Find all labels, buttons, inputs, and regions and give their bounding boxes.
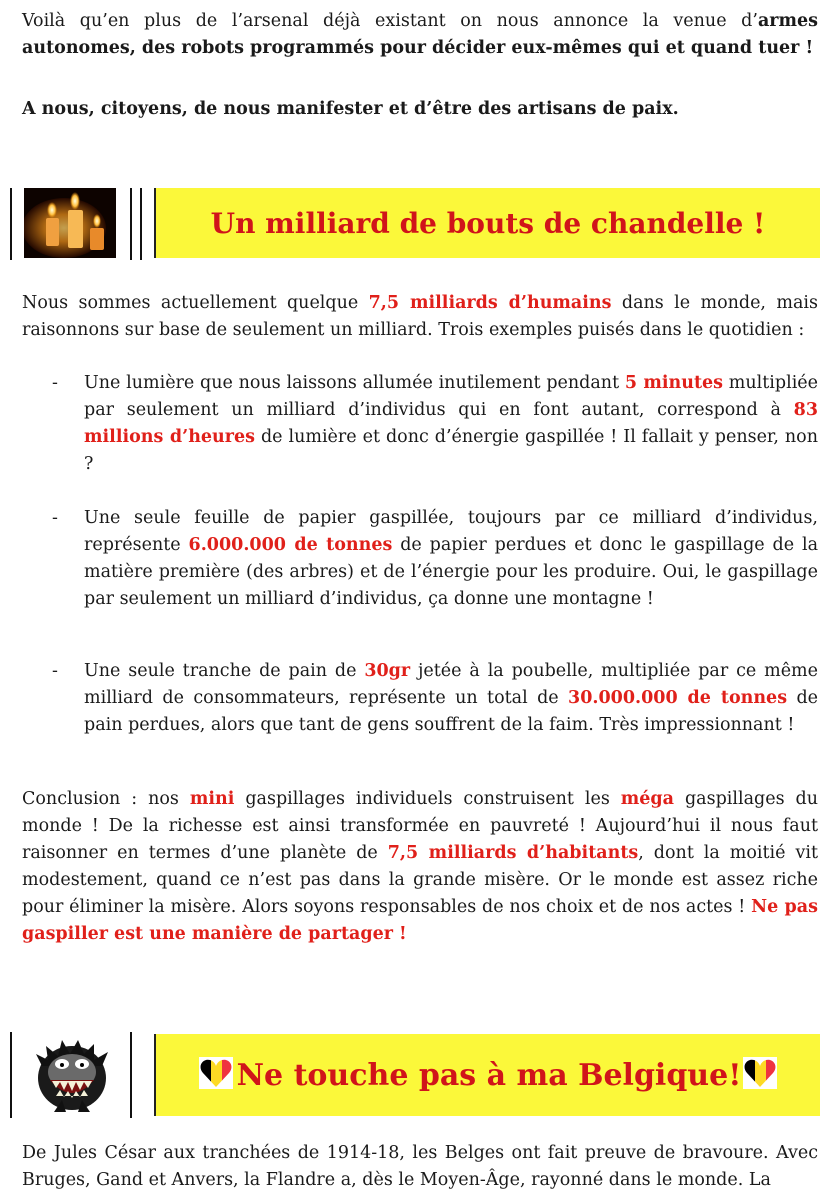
para-text: De Jules César aux tranchées de 1914-18, les Belges ont fait preuve de bravoure. Avec Bruges, Gand et Anvers, la Flandre a, dès le Moyen-Âge, rayonné dans le monde. La xyxy=(22,1143,818,1190)
highlight-text: 6.000.000 de tonnes xyxy=(188,535,393,555)
belgian-flag-heart-icon xyxy=(743,1057,777,1093)
section1-paragraph xyxy=(22,290,818,344)
para-text: , dont la moitié vit modestement, quand ce n’est pas dans la grande misère. Or le monde est assez riche pour éliminer la misère. Alors soyons responsables de nos choix et de nos actes ! xyxy=(22,843,818,917)
intro-text: Voilà qu’en plus de l’arsenal déjà existant on nous annonce la venue d’ xyxy=(22,11,758,31)
para-text: Nous sommes actuellement quelque xyxy=(22,293,369,313)
intro-paragraph-1 xyxy=(22,8,818,62)
banner-divider xyxy=(10,188,12,260)
banner-divider xyxy=(130,1032,132,1118)
belgian-flag-heart-icon xyxy=(199,1057,233,1093)
para-text: gaspillages du monde ! De la richesse est ainsi transformée en pauvreté ! Aujourd’hui il nous faut raisonner en termes d’une planète de xyxy=(22,789,818,863)
bullet-dash: - xyxy=(52,373,58,393)
item-text: jetée à la poubelle, multipliée par ce même milliard de consommateurs, représente un total de xyxy=(84,661,819,708)
highlight-text: mini xyxy=(189,789,235,809)
section-banner-candles xyxy=(10,188,820,260)
bullet-dash: - xyxy=(52,661,58,681)
list-item xyxy=(52,505,818,613)
highlight-text: Ne pas gaspiller est une manière de partager ! xyxy=(22,897,818,944)
highlight-text: 7,5 milliards d’habitants xyxy=(387,843,639,863)
bullet-dash: - xyxy=(52,508,58,528)
section-title: Ne touche pas à ma Belgique! xyxy=(236,1057,742,1093)
highlight-text: 7,5 milliards d’humains xyxy=(368,293,612,313)
monster-face-icon xyxy=(32,1036,112,1114)
section2-paragraph xyxy=(22,1140,818,1194)
banner-divider xyxy=(10,1032,12,1118)
highlight-text: méga xyxy=(620,789,674,809)
highlight-text: 30.000.000 de tonnes xyxy=(568,688,788,708)
item-text: Une lumière que nous laissons allumée inutilement pendant xyxy=(84,373,625,393)
banner-title-box xyxy=(154,1034,820,1116)
item-text: multipliée par seulement un milliard d’individus qui en font autant, correspond à xyxy=(84,373,818,420)
banner-divider xyxy=(140,188,142,260)
section-banner-belgique xyxy=(10,1032,820,1118)
list-item xyxy=(52,370,818,478)
intro-bold-text: armes autonomes, des robots programmés pour décider eux-mêmes qui et quand tuer ! xyxy=(22,11,818,58)
item-text: de pain perdues, alors que tant de gens souffrent de la faim. Très impressionnant ! xyxy=(84,688,819,735)
para-text: Conclusion : nos xyxy=(22,789,190,809)
section-title: Un milliard de bouts de chandelle ! xyxy=(210,206,766,240)
item-text: Une seule feuille de papier gaspillée, toujours par ce milliard d’individus, représente xyxy=(84,508,818,555)
candles-photo-icon xyxy=(24,188,116,258)
highlight-text: 5 minutes xyxy=(624,373,724,393)
list-item xyxy=(52,658,818,739)
intro-call-text: A nous, citoyens, de nous manifester et d’être des artisans de paix. xyxy=(22,99,679,119)
item-text: de lumière et donc d’énergie gaspillée ! Il fallait y penser, non ? xyxy=(84,427,818,474)
highlight-text: 83 millions d’heures xyxy=(84,400,818,447)
highlight-text: 30gr xyxy=(364,661,411,681)
banner-divider xyxy=(130,188,132,260)
conclusion-paragraph xyxy=(22,786,818,948)
item-text: de papier perdues et donc le gaspillage de la matière première (des arbres) et de l’énergie pour les produire. Oui, le gaspillage par seulement un milliard d’individus, ça donne une montagne ! xyxy=(84,535,818,609)
para-text: gaspillages individuels construisent les xyxy=(234,789,621,809)
item-text: Une seule tranche de pain de xyxy=(84,661,365,681)
para-text: dans le monde, mais raisonnons sur base de seulement un milliard. Trois exemples puisés dans le quotidien : xyxy=(22,293,818,340)
banner-title-box xyxy=(154,188,820,258)
intro-paragraph-2 xyxy=(22,96,818,123)
